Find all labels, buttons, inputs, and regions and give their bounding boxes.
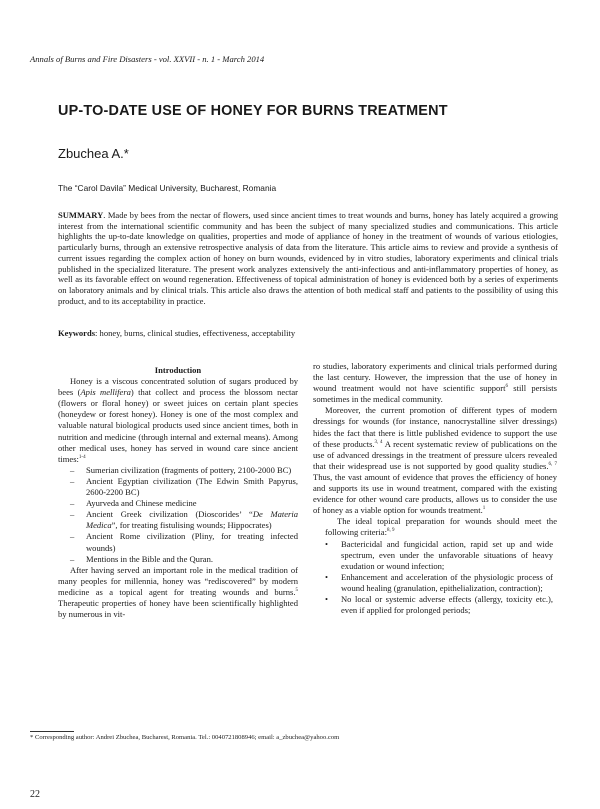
summary-label: SUMMARY (58, 210, 104, 220)
paragraph: ro studies, laboratory experiments and clinical trials performed during the last century. However, the impression that the use of honey in wound treatment would not have scientific support$^6$ still persists sometimes in the medical community. (313, 361, 557, 405)
reference: 5 (295, 588, 298, 594)
list-item: • Enhancement and acceleration of the physiologic process of wound healing (granulation, epithelialization, contraction); (313, 572, 557, 594)
author-name: Zbuchea A.* (58, 146, 129, 161)
footnote: * Corresponding author: Andrei Zbuchea, Bucharest, Romania. Tel.: 0040721808946; email: a_zbuchea@yahoo.com (30, 734, 340, 741)
list-item: – Ancient Rome civilization (Pliny, for treating infected wounds) (58, 531, 298, 553)
summary-text: . Made by bees from the nectar of flowers, used since ancient times to treat wounds and burns, honey has lately acquired a growing interest from the international scientific community and has been the subject of many specialized studies and communications. This article highlights the up-to-date knowledge on qualities, properties and mode of appliance of honey in the treatment of wounds of various etiologies, particularly burns, through an extensive retrospective analysis of data from the literature. This article aims to review and provide a synthesis of current issues regarding the complex action of honey on burn wounds, evidenced by in vitro studies, laboratory experiments and clinical trials published in the specialized literature. The present work analyzes extensively the anti-infectious and anti-inflammatory properties of honey, as well as its favorable effect on wound regeneration. Effectiveness of topical administration of honey is evidenced both by a series of experiments on laboratory animals and by clinical trials. This article also draws the attention of both medical staff and patients to the possibility of using this product, and to its acceptability in practice. (58, 210, 558, 306)
keywords-line (58, 328, 558, 338)
list-item: • Bactericidal and fungicidal action, rapid set up and wide spectrum, even under the unfavorable situations of heavy exudation or wound infection; (313, 539, 557, 572)
reference: 3, 4 (374, 439, 383, 445)
affiliation: The “Carol Davila” Medical University, Bucharest, Romania (58, 183, 277, 193)
list-item: – Ancient Greek civilization (Dioscorides’ “De Materia Medica”, for treating fistulising wounds; Hippocrates) (58, 509, 298, 531)
paragraph: After having served an important role in the medical tradition of many peoples for millennia, honey was “rediscovered” by modern medicine as a topical agent for treating wounds and burns.$^5$ Therapeutic properties of honey have been scientifically highlighted by numerous in vit- (58, 564, 298, 620)
paragraph: The ideal topical preparation for wounds should meet the following criteria:$^{8, 9}$ (325, 516, 557, 538)
list-item: • No local or systemic adverse effects (allergy, toxicity etc.), even if applied for prolonged periods; (313, 594, 557, 616)
criteria-list (313, 539, 557, 617)
keywords-text: : honey, burns, clinical studies, effectiveness, acceptability (95, 328, 296, 338)
species-name: Apis mellifera (80, 387, 131, 398)
article-title: UP-TO-DATE USE OF HONEY FOR BURNS TREATMENT (58, 103, 448, 119)
list-item: – Ancient Egyptian civilization (The Edwin Smith Papyrus, 2600-2200 BC) (58, 476, 298, 498)
paragraph: Moreover, the current promotion of different types of modern dressings for wounds (for instance, nanocrystalline silver dressings) hides the fact that there is little published evidence to support the use of these products.$^{3, 4}$ A recent systematic review of publications on the use of advanced dressings in the treatment of pressure ulcers revealed that their widespread use is not supported by good quality studies.$^{6, 7}$ Thus, the vast amount of evidence that proves the efficiency of honey and supports its use in wound treatment, compared with the existing evidence for other wound care products, allows us to consider the use of honey as a viable option for wounds treatment.$^1$ (313, 405, 558, 516)
reference: 6, 7 (548, 462, 558, 467)
section-heading: Introduction (154, 365, 202, 375)
history-list (58, 465, 298, 565)
page-number: 22 (30, 789, 40, 800)
keywords-label: Keywords (58, 328, 96, 338)
journal-header: Annals of Burns and Fire Disasters - vol. XXVII - n. 1 - March 2014 (30, 54, 265, 64)
list-item: – Sumerian civilization (fragments of pottery, 2100-2000 BC) (58, 465, 298, 476)
right-column (313, 361, 557, 616)
list-item: – Ayurveda and Chinese medicine (58, 498, 298, 509)
summary-block (58, 210, 558, 306)
reference: 1 (482, 506, 486, 512)
left-column (58, 365, 298, 620)
reference: 1-4 (78, 454, 86, 460)
list-item: – Mentions in the Bible and the Quran. (58, 554, 298, 565)
footnote-divider (30, 731, 74, 732)
reference: 8, 9 (386, 528, 395, 534)
reference: 6 (505, 384, 508, 390)
intro-paragraph: Honey is a viscous concentrated solution of sugars produced by bees (Apis mellifera) that collect and process the blossom nectar (flowers or floral honey) or sweet juices on certain plant species (honeydew or forest honey). Honey is one of the most complex and valuable natural biological products used since ancient times, both in nutrition and medicine (through internal and external means). Among other medical uses, honey has served in wound care since ancient times:$^{1-4}$ (58, 376, 298, 464)
